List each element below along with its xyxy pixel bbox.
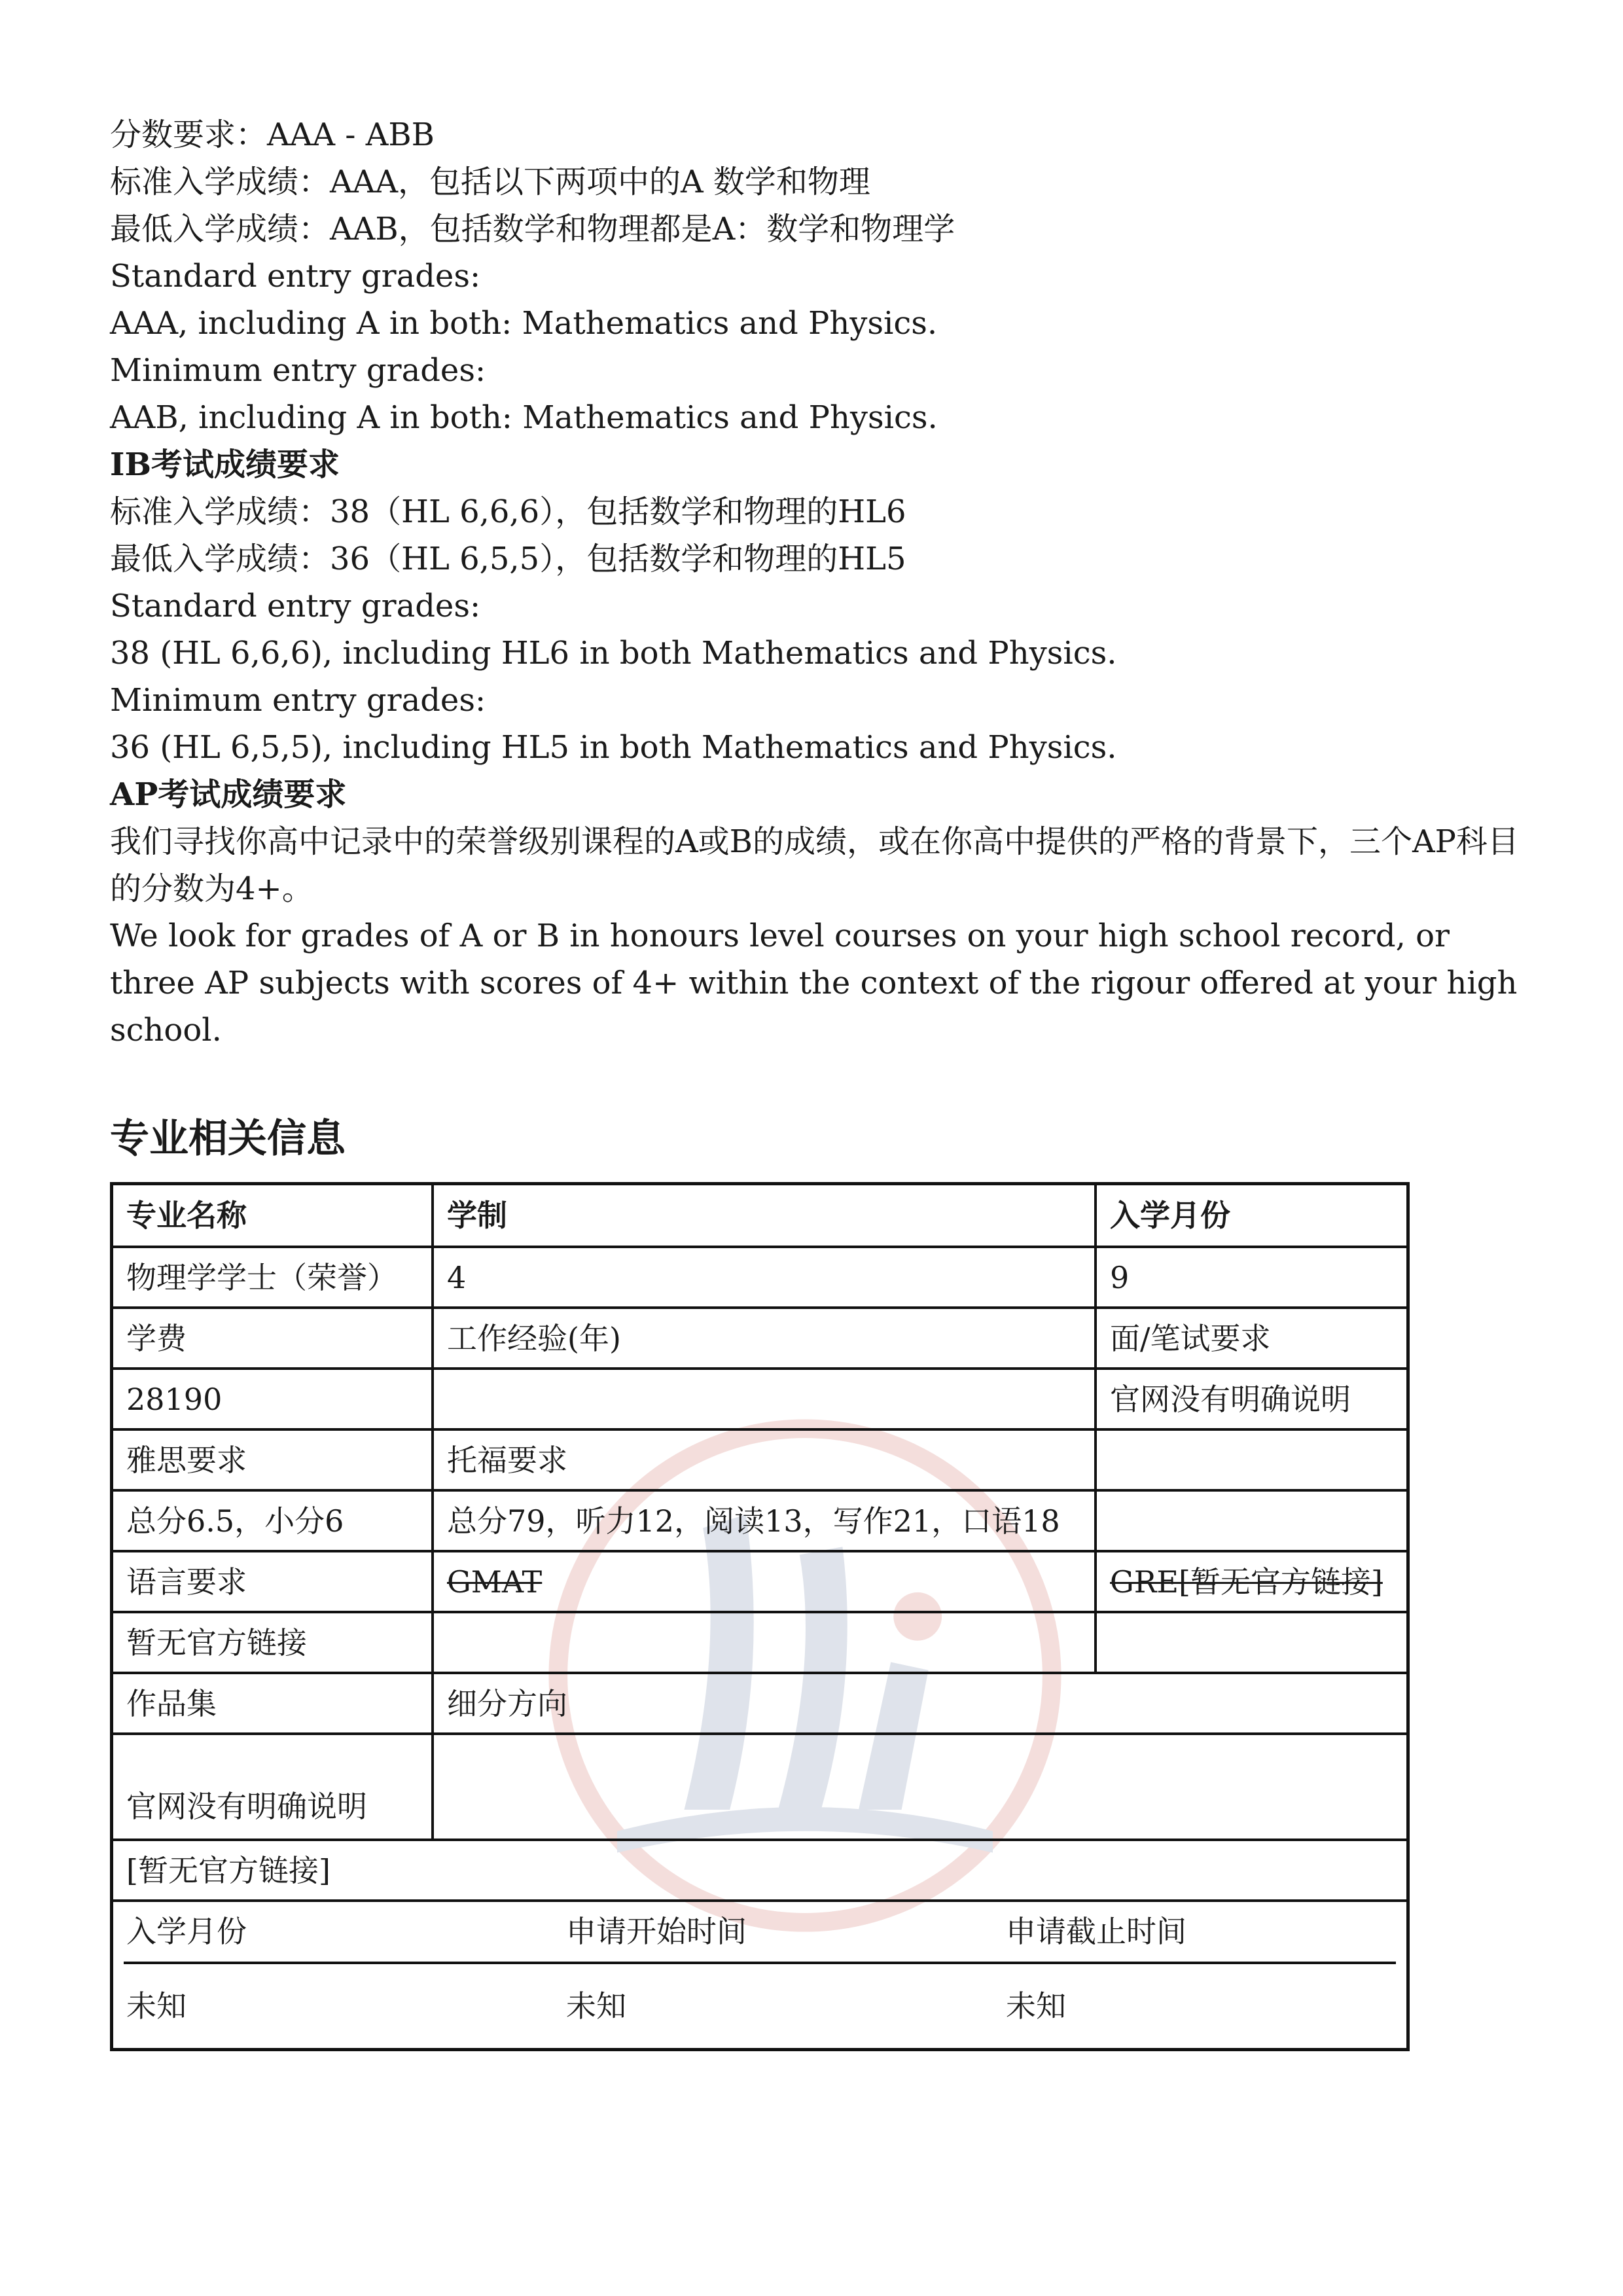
timeline-intake-value: 未知 bbox=[126, 1988, 187, 2024]
header-program-length: 学制 bbox=[447, 1198, 507, 1233]
language-requirement-label: 语言要求 bbox=[126, 1564, 247, 1600]
application-deadline-value: 未知 bbox=[1006, 1988, 1066, 2024]
standard-grades-label: Standard entry grades: bbox=[110, 258, 481, 295]
ib-standard-en: 38 (HL 6,6,6), including HL6 in both Mathematics and Physics. bbox=[110, 635, 1117, 672]
intro-block bbox=[110, 111, 1524, 441]
standard-grades-cn: 标准入学成绩：AAA，包括以下两项中的A 数学和物理 bbox=[110, 164, 870, 200]
ib-standard-label: Standard entry grades: bbox=[110, 588, 481, 624]
section-title: 专业相关信息 bbox=[110, 1116, 346, 1162]
ielts-label: 雅思要求 bbox=[126, 1442, 247, 1478]
header-program-name: 专业名称 bbox=[126, 1198, 247, 1233]
page-body bbox=[110, 111, 1524, 1054]
gmat-label bbox=[434, 1552, 1094, 1611]
specialization-label: 细分方向 bbox=[447, 1685, 567, 1721]
timeline-intake-label: 入学月份 bbox=[126, 1913, 247, 1949]
portfolio-label: 作品集 bbox=[126, 1685, 217, 1721]
minimum-grades-cn: 最低入学成绩：AAB，包括数学和物理都是A：数学和物理学 bbox=[110, 211, 955, 247]
ib-minimum-label: Minimum entry grades: bbox=[110, 682, 486, 719]
ib-heading: IB考试成绩要求 bbox=[110, 446, 340, 483]
ap-paragraph-cn: 我们寻找你高中记录中的荣誉级别课程的A或B的成绩，或在你高中提供的严格的背景下，三个AP科目的分数为4+。 bbox=[110, 823, 1519, 907]
official-link-note: [暂无官方链接] bbox=[126, 1852, 330, 1888]
score-requirement: 分数要求：AAA - ABB bbox=[110, 117, 435, 153]
ap-paragraph-en: We look for grades of A or B in honours level courses on your high school record, or three AP subjects with scores of 4+ within the context of the rigour offered at your high school. bbox=[110, 918, 1518, 1049]
ap-block bbox=[110, 771, 1524, 1054]
interview-requirement-label: 面/笔试要求 bbox=[1110, 1320, 1271, 1356]
portfolio-value: 官网没有明确说明 bbox=[126, 1789, 367, 1824]
toefl-value: 总分79，听力12，阅读13，写作21，口语18 bbox=[447, 1503, 1060, 1539]
toefl-label: 托福要求 bbox=[447, 1442, 567, 1478]
tuition-label: 学费 bbox=[126, 1320, 187, 1356]
language-requirement-value: 暂无官方链接 bbox=[126, 1624, 307, 1660]
application-deadline-label: 申请截止时间 bbox=[1006, 1913, 1186, 1949]
interview-requirement-value: 官网没有明确说明 bbox=[1110, 1381, 1351, 1417]
work-experience-label: 工作经验(年) bbox=[447, 1320, 621, 1356]
program-info-table bbox=[110, 1182, 1410, 2051]
intake-month-value: 9 bbox=[1110, 1259, 1130, 1295]
ap-heading: AP考试成绩要求 bbox=[110, 776, 347, 813]
header-intake-month: 入学月份 bbox=[1110, 1198, 1230, 1233]
work-experience-value bbox=[434, 1370, 1094, 1428]
ib-minimum-en: 36 (HL 6,5,5), including HL5 in both Mathematics and Physics. bbox=[110, 729, 1117, 766]
application-open-label: 申请开始时间 bbox=[566, 1913, 747, 1949]
gre-label-text: GRE[暂无官方链接] bbox=[1110, 1564, 1383, 1600]
ib-standard-cn: 标准入学成绩：38（HL 6,6,6），包括数学和物理的HL6 bbox=[110, 493, 906, 530]
standard-grades-en: AAA, including A in both: Mathematics and Physics. bbox=[110, 305, 938, 342]
program-name-value: 物理学学士（荣誉） bbox=[126, 1259, 397, 1295]
gmat-label-text: GMAT bbox=[447, 1564, 543, 1600]
minimum-grades-en: AAB, including A in both: Mathematics and Physics. bbox=[110, 399, 938, 436]
program-length-value: 4 bbox=[447, 1259, 467, 1295]
application-open-value: 未知 bbox=[566, 1988, 626, 2024]
ib-block bbox=[110, 441, 1524, 771]
ielts-value: 总分6.5，小分6 bbox=[126, 1503, 344, 1539]
ib-minimum-cn: 最低入学成绩：36（HL 6,5,5），包括数学和物理的HL5 bbox=[110, 541, 906, 577]
minimum-grades-label: Minimum entry grades: bbox=[110, 352, 486, 389]
tuition-value: 28190 bbox=[126, 1381, 223, 1417]
gre-label bbox=[1097, 1552, 1406, 1611]
